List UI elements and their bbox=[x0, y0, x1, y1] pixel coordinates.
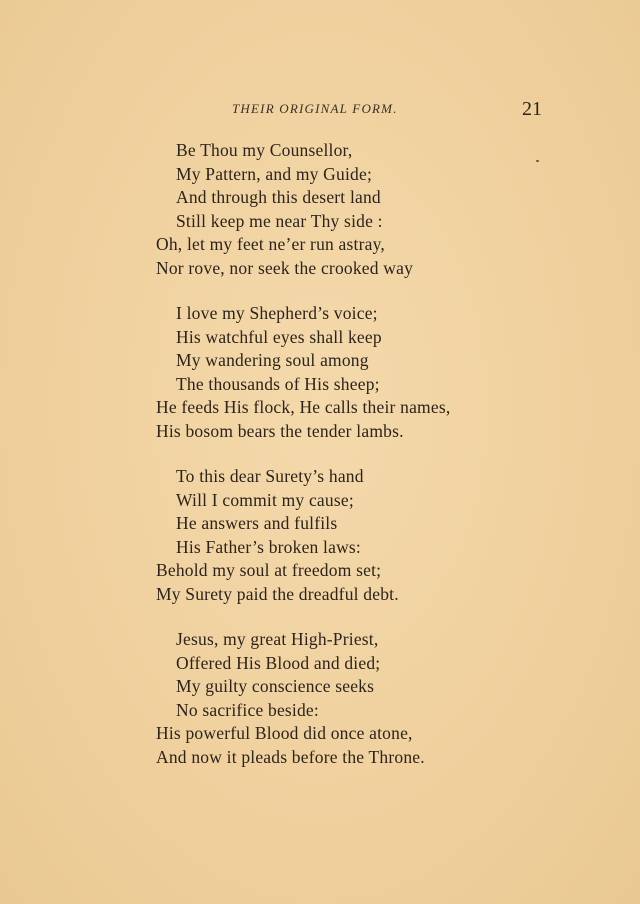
verse-line: Behold my soul at freedom set; bbox=[156, 560, 382, 580]
verse-line: Oh, let my feet ne’er run astray, bbox=[156, 234, 385, 254]
page-number: 21 bbox=[522, 98, 542, 120]
verse-line: No sacrifice beside: bbox=[176, 700, 319, 720]
verse-line: Offered His Blood and died; bbox=[176, 653, 381, 673]
verse-line: Still keep me near Thy side : bbox=[176, 211, 383, 231]
verse-line: Jesus, my great High-Priest, bbox=[176, 629, 379, 649]
verse-line: He feeds His flock, He calls their names, bbox=[156, 397, 451, 417]
verse-line: And through this desert land bbox=[176, 187, 381, 207]
verse-line: My wandering soul among bbox=[176, 350, 369, 370]
verse-line: His bosom bears the tender lambs. bbox=[156, 421, 404, 441]
print-speck bbox=[536, 160, 539, 162]
verse-line: I love my Shepherd’s voice; bbox=[176, 303, 378, 323]
verse-line: His powerful Blood did once atone, bbox=[156, 723, 413, 743]
verse-line: His Father’s broken laws: bbox=[176, 537, 361, 557]
verse-line: His watchful eyes shall keep bbox=[176, 327, 382, 347]
verse-line: And now it pleads before the Throne. bbox=[156, 747, 425, 767]
verse-line: My Surety paid the dreadful debt. bbox=[156, 584, 399, 604]
verse-line: My Pattern, and my Guide; bbox=[176, 164, 373, 184]
verse-line: The thousands of His sheep; bbox=[176, 374, 380, 394]
running-head: THEIR ORIGINAL FORM. bbox=[232, 101, 398, 116]
verse-line: My guilty conscience seeks bbox=[176, 676, 375, 696]
verse-line: Be Thou my Counsellor, bbox=[176, 140, 353, 160]
verse-line: To this dear Surety’s hand bbox=[176, 466, 364, 486]
verse-line: He answers and fulfils bbox=[176, 513, 338, 533]
verse-line: Nor rove, nor seek the crooked way bbox=[156, 258, 414, 278]
verse-line: Will I commit my cause; bbox=[176, 490, 354, 510]
